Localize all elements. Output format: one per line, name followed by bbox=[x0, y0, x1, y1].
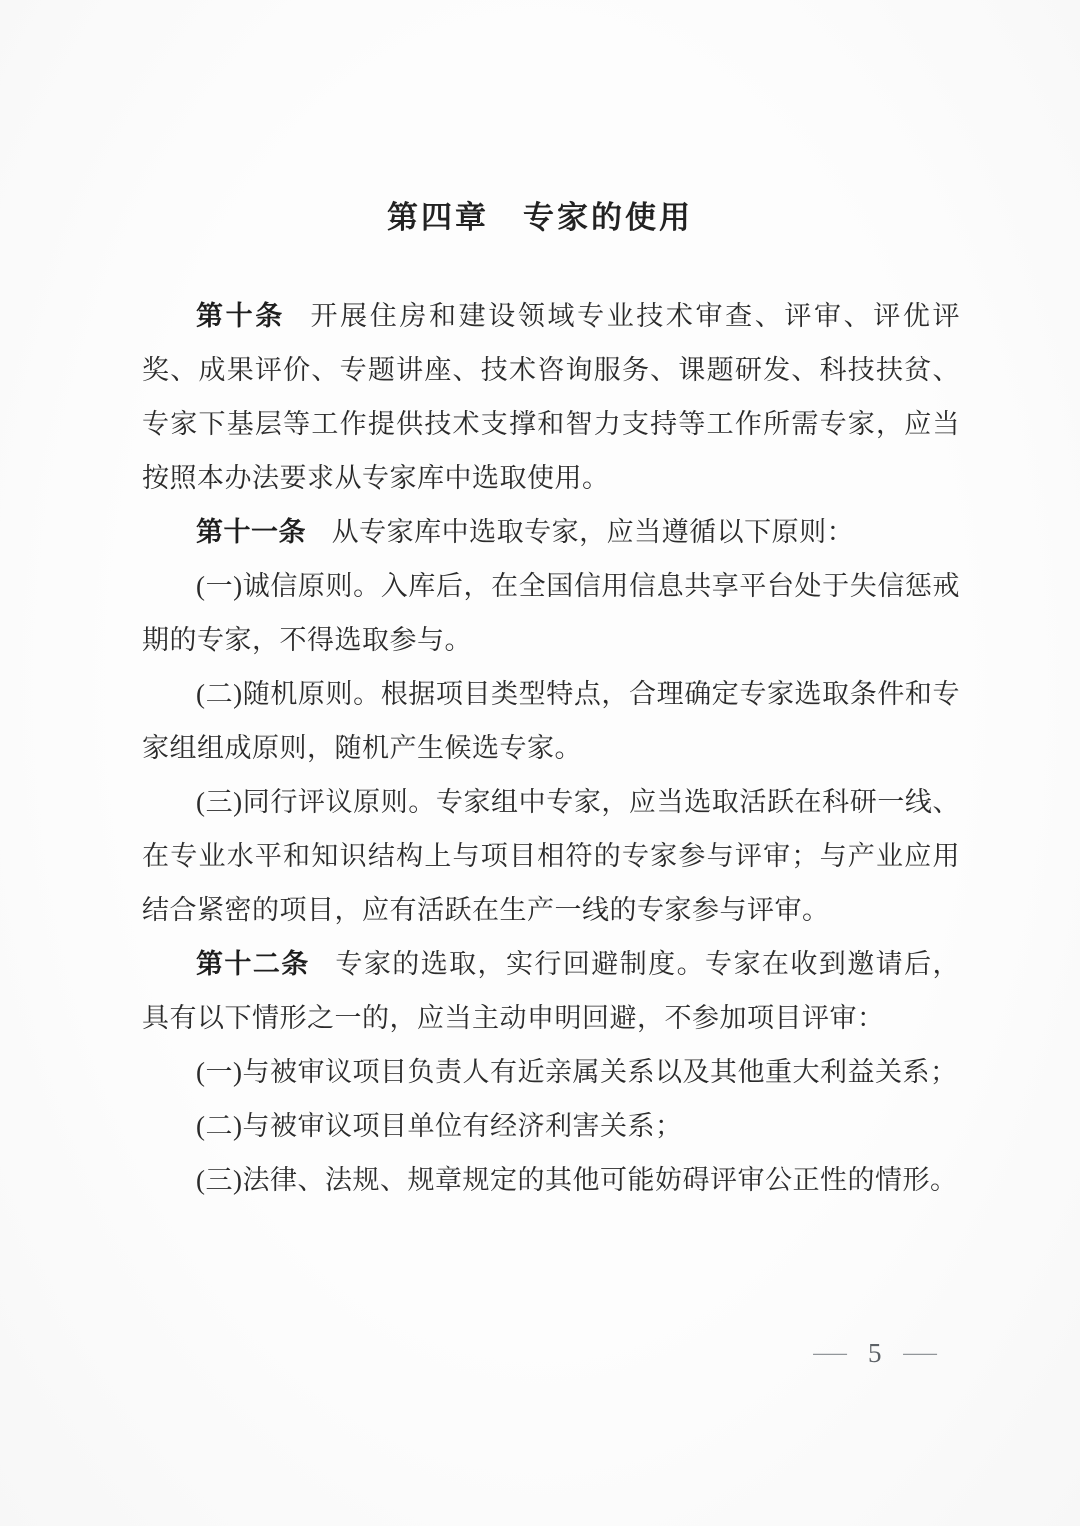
article-10-number: 第十条 bbox=[196, 301, 285, 331]
article-10-text: 开展住房和建设领域专业技术审查、评审、评优评奖、成果评价、专题讲座、技术咨询服务、课题研发、科技扶贫、专家下基层等工作提供技术支撑和智力支持等工作所需专家，应当按照本办法要求从专家库中选取使用。 bbox=[142, 301, 961, 493]
para-item-11-3 bbox=[142, 775, 960, 937]
article-11-number: 第十一条 bbox=[196, 517, 306, 547]
item-12-3-text: (三)法律、法规、规章规定的其他可能妨碍评审公正性的情形。 bbox=[196, 1165, 958, 1195]
para-article-10 bbox=[142, 289, 960, 505]
item-11-1-text: (一)诚信原则。入库后，在全国信用信息共享平台处于失信惩戒期的专家，不得选取参与。 bbox=[142, 571, 960, 655]
footer-left-dash: — bbox=[813, 1340, 847, 1366]
para-item-11-2 bbox=[142, 667, 960, 775]
page-footer bbox=[813, 1338, 937, 1369]
para-item-12-2 bbox=[142, 1099, 960, 1153]
para-item-12-3 bbox=[142, 1153, 960, 1207]
article-12-number: 第十二条 bbox=[196, 949, 310, 979]
document-body bbox=[142, 289, 960, 1207]
page-number: 5 bbox=[868, 1338, 882, 1368]
item-12-2-text: (二)与被审议项目单位有经济利害关系； bbox=[196, 1111, 683, 1141]
para-article-12 bbox=[142, 937, 960, 1045]
para-item-12-1 bbox=[142, 1045, 960, 1099]
para-article-11 bbox=[142, 505, 960, 559]
para-item-11-1 bbox=[142, 559, 960, 667]
chapter-heading: 第四章 专家的使用 bbox=[387, 200, 693, 235]
item-11-3-text: (三)同行评议原则。专家组中专家，应当选取活跃在科研一线、在专业水平和知识结构上与项目相符的专家参与评审；与产业应用结合紧密的项目，应有活跃在生产一线的专家参与评审。 bbox=[142, 787, 960, 925]
item-12-1-text: (一)与被审议项目负责人有近亲属关系以及其他重大利益关系； bbox=[196, 1057, 958, 1087]
footer-right-dash: — bbox=[902, 1340, 937, 1366]
item-11-2-text: (二)随机原则。根据项目类型特点，合理确定专家选取条件和专家组组成原则，随机产生候选专家。 bbox=[142, 679, 960, 763]
article-12-text: 专家的选取，实行回避制度。专家在收到邀请后，具有以下情形之一的，应当主动申明回避，不参加项目评审： bbox=[142, 949, 961, 1033]
article-11-text: 从专家库中选取专家，应当遵循以下原则： bbox=[331, 517, 855, 547]
